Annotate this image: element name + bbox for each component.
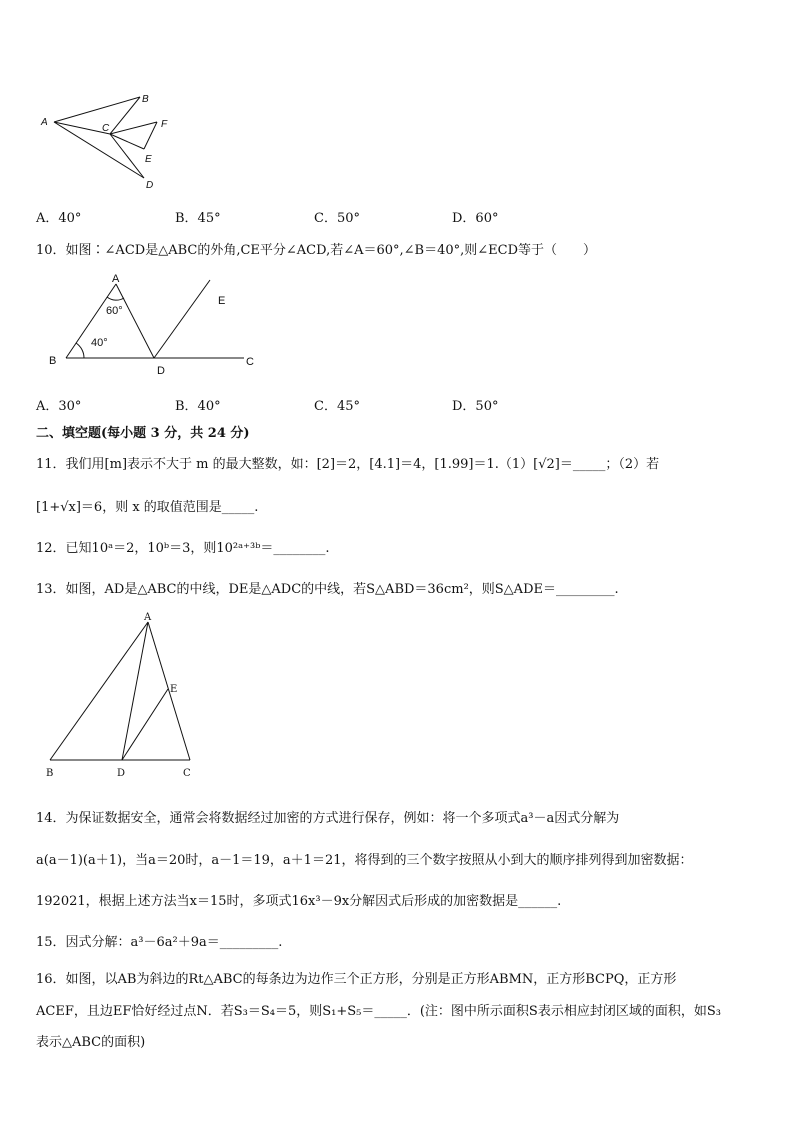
section-heading: 二、填空题(每小题 3 分，共 24 分) — [36, 426, 250, 441]
q13-label-d: D — [117, 768, 126, 779]
q10-option-d: D．50° — [452, 399, 499, 414]
q9-option-a: A．40° — [36, 211, 82, 226]
q16-line2: ACEF，且边EF恰好经过点N．若S₃＝S₄＝5，则S₁+S₅＝_____．(注：图中所示面积S表示相应封闭区域的面积，如S₃ — [36, 1004, 721, 1019]
q9-figure — [36, 90, 186, 195]
q16-line3: 表示△ABC的面积) — [36, 1035, 146, 1050]
q10-angle-b-label: 40° — [91, 337, 108, 349]
q13-label-a: A — [144, 612, 152, 623]
q9-label-c: C — [102, 123, 110, 134]
q10-option-b: B．40° — [175, 399, 221, 414]
q10-label-d: D — [157, 365, 165, 377]
q10-option-c: C．45° — [314, 399, 360, 414]
q13-label-e: E — [170, 684, 178, 695]
q13-label-c: C — [183, 768, 191, 779]
q9-option-b: B．45° — [175, 211, 221, 226]
q10-option-a: A．30° — [36, 399, 82, 414]
q9-label-f: F — [161, 119, 168, 130]
q12-text: 12．已知10ᵃ＝2，10ᵇ＝3，则10²ᵃ⁺³ᵇ＝________. — [36, 541, 330, 556]
q10-label-a: A — [112, 273, 120, 285]
q14-line2: a(a－1)(a＋1)，当a＝20时，a－1＝19，a＋1＝21，将得到的三个数字按照从小到大的顺序排列得到加密数据： — [36, 853, 693, 868]
q9-option-c: C．50° — [314, 211, 360, 226]
q13-figure — [40, 612, 200, 782]
q13-label-b: B — [46, 768, 54, 779]
q16-line1: 16．如图，以AB为斜边的Rt△ABC的每条边为边作三个正方形，分别是正方形ABMN，正方形BCPQ，正方形 — [36, 972, 677, 987]
q9-option-d: D．60° — [452, 211, 499, 226]
q9-label-d: D — [146, 180, 154, 191]
q14-line3: 192021，根据上述方法当x＝15时，多项式16x³－9x分解因式后形成的加密数据是______. — [36, 894, 562, 909]
q9-label-e: E — [145, 154, 152, 165]
q10-angle-a-label: 60° — [106, 305, 123, 317]
q10-label-e: E — [218, 295, 226, 307]
q15-text: 15．因式分解：a³－6a²＋9a＝_________. — [36, 935, 283, 950]
q13-text: 13．如图，AD是△ABC的中线，DE是△ADC的中线，若S△ABD＝36cm²，则S△ADE＝_________. — [36, 582, 619, 597]
q14-line1: 14．为保证数据安全，通常会将数据经过加密的方式进行保存，例如：将一个多项式a³－a因式分解为 — [36, 811, 620, 826]
q11-line1: 11．我们用[m]表示不大于 m 的最大整数，如：[2]＝2，[4.1]＝4，[1.99]＝1.（1）[√2]＝_____；（2）若 — [36, 457, 660, 472]
q11-line2: [1+√x]＝6，则 x 的取值范围是_____. — [36, 500, 259, 515]
q9-label-a: A — [41, 117, 48, 128]
q9-label-b: B — [142, 94, 149, 105]
q10-stem: 10．如图∶∠ACD是△ABC的外角,CE平分∠ACD,若∠A＝60°,∠B＝40°,则∠ECD等于（ ） — [36, 243, 597, 258]
q10-label-c: C — [246, 356, 254, 368]
q10-figure — [44, 272, 264, 382]
q10-label-b: B — [49, 355, 57, 367]
